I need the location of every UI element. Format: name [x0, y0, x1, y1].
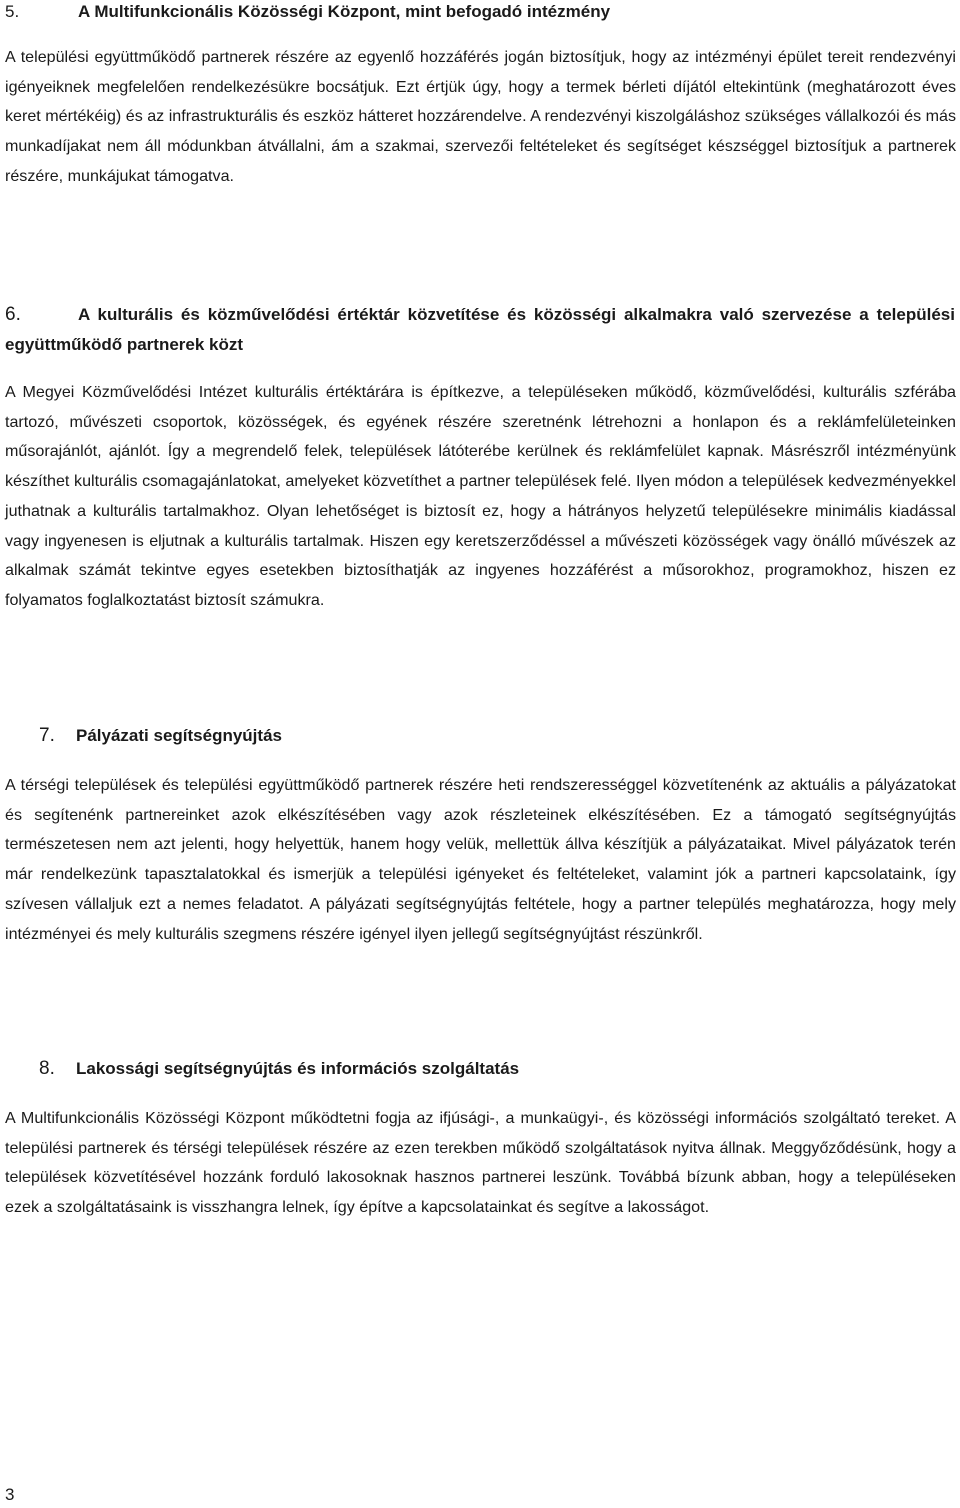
section-number: 8. [39, 1058, 55, 1079]
page-number: 3 [5, 1485, 15, 1504]
section-8-paragraph: A Multifunkcionális Közösségi Központ működtetni fogja az ifjúsági-, a munkaügyi-, és közösségi információs szolgáltató tereket. A települési partnerek és térségi települések részére az ezen terekben működő szolgáltatások nyitva állnak. Meggyőződésünk, hogy a települések közvetítésével hozzánk forduló lakosoknak hasznos partnerei leszünk. Továbbá bízunk abban, hogy a településeken ezek a szolgáltatásaink is visszhangra lelnek, így építve a kapcsolatainkat és segítve a lakosságot. [5, 1109, 956, 1217]
section-6-heading [5, 300, 955, 359]
section-title: A kulturális és közművelődési értéktár közvetítése és közösségi alkalmakra való szervezése a települési együttműködő partnerek közt [5, 305, 955, 354]
section-number: 5. [5, 2, 20, 21]
section-5-heading [5, 0, 955, 27]
section-8-heading [39, 1054, 955, 1084]
section-7-paragraph: A térségi települések és települési együttműködő partnerek részére heti rendszerességgel közvetítenénk az aktuális a pályázatokat és segítenénk partnereinket azok elkészítésében vagy azok részleteinek elkészítésében. Ez a támogató segítségnyújtás természetesen nem azt jelenti, hogy helyettük, hanem hogy velük, mellettük állva készítjük a pályázataikat. Mivel pályázatok terén már rendelkezünk tapasztalatokkal és ismerjük a települési igényeket és feltételeket, valamint jók a partneri kapcsolataink, így szívesen vállaljuk ezt a nemes feladatot. A pályázati segítségnyújtás feltétele, hogy a partner település meghatározza, hogy mely intézményei és mely kulturális szegmens részére igényel ilyen jellegű segítségnyújtást részünkről. [5, 776, 956, 943]
section-6-paragraph: A Megyei Közművelődési Intézet kulturális értéktárára is építkezve, a településeken működő, közművelődési, kulturális szférába tartozó, művészeti csoportok, közösségek, és egyének részére szeretnénk létrehozni a honlapon és a reklámfelületeinken műsorajánlót, ajánlót. Így a megrendelő felek, települések látóterébe kerülnek és reklámfelület kapnak. Másrészről intézményünk készíthet kulturális csomagajánlatokat, amelyeket közvetíthet a partner települések felé. Ilyen módon a települések kedvezményekkel juthatnak a kulturális tartalmakhoz. Olyan lehetőséget is biztosít ez, hogy a hátrányos helyzetű településekre minimális kiadással vagy ingyenesen is eljutnak a kulturális tartalmak. Hiszen egy keretszerződéssel a művészeti közösségek vagy önálló művészek az alkalmak számát tekintve egyes esetekben biztosíthatják az ingyenes hozzáférést a műsorokhoz, programokhoz, hiszen ez folyamatos foglalkoztatást biztosít számukra. [5, 383, 956, 609]
section-title: Pályázati segítségnyújtás [76, 726, 282, 745]
section-title: A Multifunkcionális Közösségi Központ, mint befogadó intézmény [78, 2, 611, 21]
section-number: 6. [5, 304, 21, 325]
section-5-paragraph: A települési együttműködő partnerek részére az egyenlő hozzáférés jogán biztosítjuk, hogy az intézményi épület tereit rendezvényi igényeiknek megfelelően rendelkezésükre bocsátjuk. Ezt értjük úgy, hogy a termek bérleti díjától eltekintünk (meghatározott éves keret mértékéig) és az infrastrukturális és eszköz hátteret hozzárendelve. A rendezvényi kiszolgáláshoz szükséges vállalkozói és más munkadíjakat nem áll módunkban átvállalni, ám a szakmai, szervezői feltételeket és segítséget készséggel biztosítjuk a partnerek részére, munkájukat támogatva. [5, 48, 956, 185]
section-7-heading [39, 721, 955, 751]
section-title: Lakossági segítségnyújtás és információs szolgáltatás [76, 1059, 520, 1078]
section-number: 7. [39, 725, 55, 746]
